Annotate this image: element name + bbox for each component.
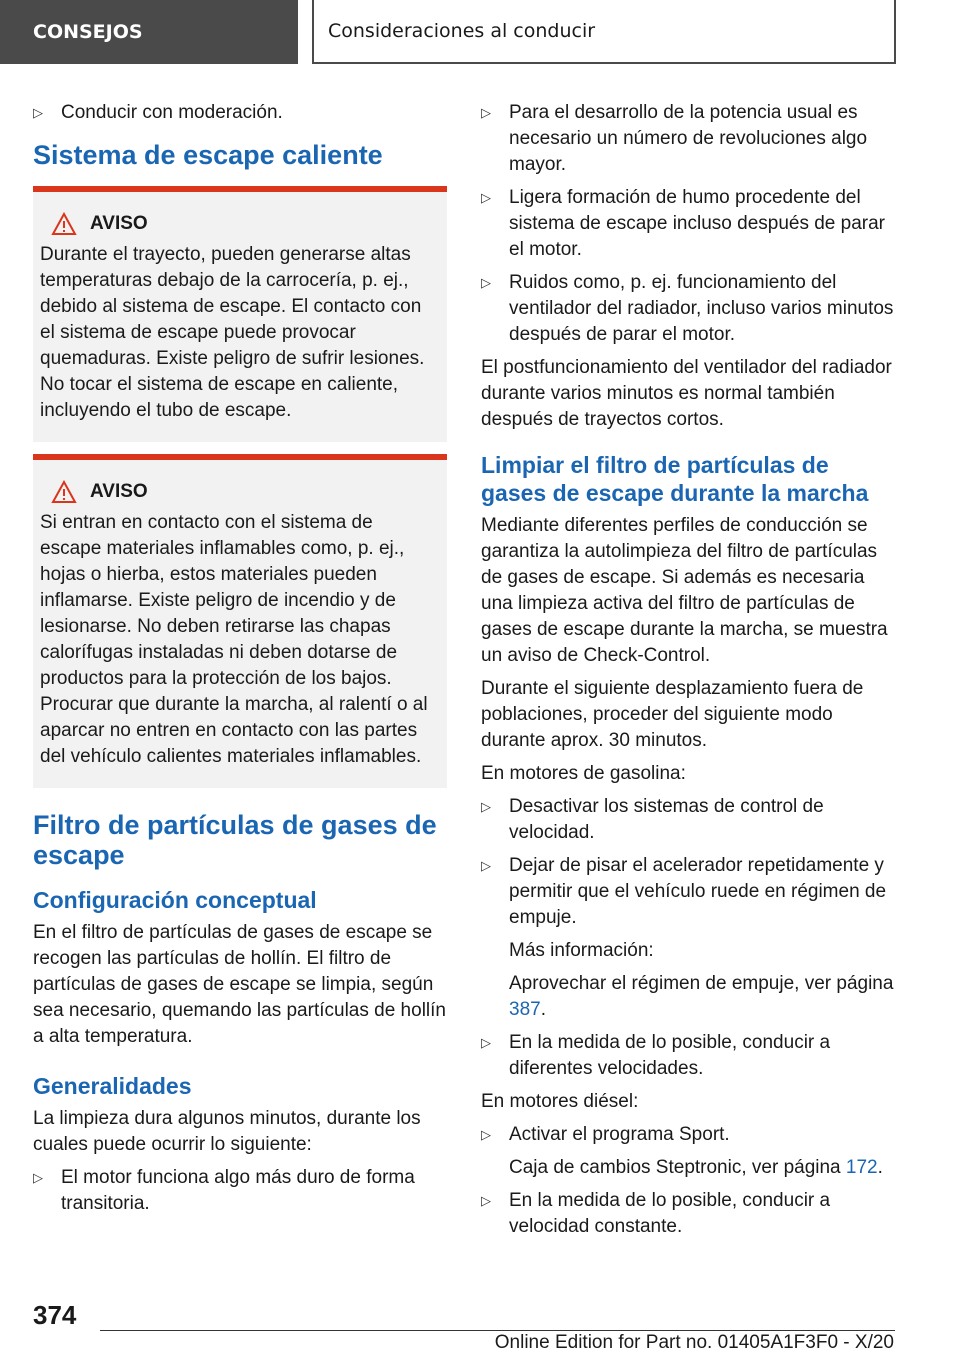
- paragraph: En motores de gasolina:: [481, 763, 686, 784]
- list-item: ▷ Dejar de pisar el acelerador repetidamente y permitir que el vehículo ruede en régimen de empuje.: [481, 855, 887, 928]
- footer-edition: Online Edition for Part no. 01405A1F3F0 - X/20: [494, 1332, 894, 1353]
- triangle-bullet-icon: ▷: [481, 105, 491, 120]
- list-item: ▷ En la medida de lo posible, conducir a diferentes velocidades.: [481, 1032, 831, 1079]
- sub-paragraph: Más información:: [509, 940, 654, 961]
- paragraph: El postfuncionamiento del ventilador del radiador durante varios minutos es normal también después de trayectos cortos.: [481, 357, 892, 430]
- list-item: ▷ Desactivar los sistemas de control de velocidad.: [481, 796, 824, 843]
- right-column: [481, 100, 895, 1247]
- heading-generalidades: Generalidades: [33, 1073, 192, 1099]
- sub-paragraph: Caja de cambios Steptronic, ver página 172.: [509, 1157, 883, 1178]
- chapter-header: [312, 0, 896, 64]
- triangle-bullet-icon: ▷: [481, 275, 491, 290]
- warning-text: Si entran en contacto con el sistema de escape materiales inflamables como, p. ej., hojas o hierba, estos materiales pueden inflamarse. Existe peligro de incendio y de lesionarse. No deben retirarse las chapas calorífugas instaladas ni deben dotarse de productos para la protección de los bajos. Procurar que durante la marcha, al ralentí o al aparcar no entren en contacto con las partes del vehículo calientes materiales inflamables.: [40, 512, 428, 767]
- triangle-bullet-icon: ▷: [481, 1127, 491, 1142]
- warning-box: [33, 454, 447, 788]
- list-item: ▷ Activar el programa Sport.: [481, 1122, 895, 1148]
- paragraph: Mediante diferentes perfiles de conducción se garantiza la autolimpieza del filtro de partículas de gases de escape. Si además es necesaria una limpieza activa del filtro de partículas de gases de escape durante la marcha, se muestra un aviso de Check-Control.: [481, 515, 888, 666]
- triangle-bullet-icon: ▷: [33, 1170, 43, 1185]
- triangle-bullet-icon: ▷: [481, 190, 491, 205]
- triangle-bullet-icon: ▷: [481, 799, 491, 814]
- warning-text: Durante el trayecto, pueden generarse altas temperaturas debajo de la carrocería, p. ej., debido al sistema de escape. El contacto con el sistema de escape puede provocar quemaduras. Existe peligro de sufrir lesiones. No tocar el sistema de escape en caliente, incluyendo el tubo de escape.: [40, 244, 425, 421]
- left-column: [33, 100, 447, 1224]
- list-item: ▷ En la medida de lo posible, conducir a velocidad constante.: [481, 1190, 831, 1237]
- heading-filtro-particulas: Filtro de partículas de gases de escape: [33, 810, 437, 870]
- triangle-bullet-icon: ▷: [481, 1193, 491, 1208]
- paragraph: En el filtro de partículas de gases de escape se recogen las partículas de hollín. El filtro de partículas de gases de escape se limpia, según sea necesario, quemando las partículas de hollín a alta temperatura.: [33, 922, 446, 1047]
- heading-sistema-escape: Sistema de escape caliente: [33, 140, 383, 170]
- warning-triangle-icon: [44, 210, 84, 238]
- triangle-bullet-icon: ▷: [481, 1035, 491, 1050]
- paragraph: En motores diésel:: [481, 1091, 639, 1112]
- triangle-bullet-icon: ▷: [481, 858, 491, 873]
- paragraph: Durante el siguiente desplazamiento fuera de poblaciones, proceder del siguiente modo durante aprox. 30 minutos.: [481, 678, 864, 751]
- sub-paragraph: Aprovechar el régimen de empuje, ver página 387.: [509, 973, 894, 1020]
- triangle-bullet-icon: ▷: [33, 105, 43, 120]
- list-item: ▷ Conducir con moderación.: [33, 100, 447, 126]
- page-link-387[interactable]: 387: [509, 999, 541, 1020]
- section-tab: [0, 0, 298, 64]
- chapter-title: Consideraciones al conducir: [328, 20, 596, 42]
- paragraph: La limpieza dura algunos minutos, durante los cuales puede ocurrir lo siguiente:: [33, 1108, 421, 1155]
- page-link-172[interactable]: 172: [845, 1157, 878, 1178]
- warning-triangle-icon: [44, 478, 84, 506]
- section-title: CONSEJOS: [33, 21, 143, 43]
- heading-limpiar-filtro: Limpiar el filtro de partículas de gases de escape durante la marcha: [481, 452, 869, 506]
- warning-title: AVISO: [90, 481, 148, 502]
- warning-box: [33, 186, 447, 442]
- list-item: ▷ Ligera formación de humo procedente del sistema de escape incluso después de parar el motor.: [481, 187, 886, 260]
- warning-title: AVISO: [90, 213, 148, 234]
- list-item: ▷ Ruidos como, p. ej. funcionamiento del ventilador del radiador, incluso varios minutos después de parar el motor.: [481, 272, 894, 345]
- list-item: ▷ Para el desarrollo de la potencia usual es necesario un número de revoluciones algo mayor.: [481, 102, 868, 175]
- heading-configuracion: Configuración conceptual: [33, 887, 317, 913]
- page-number: 374: [33, 1300, 77, 1330]
- list-item: ▷ El motor funciona algo más duro de forma transitoria.: [33, 1167, 415, 1214]
- footer-divider: [100, 1330, 895, 1331]
